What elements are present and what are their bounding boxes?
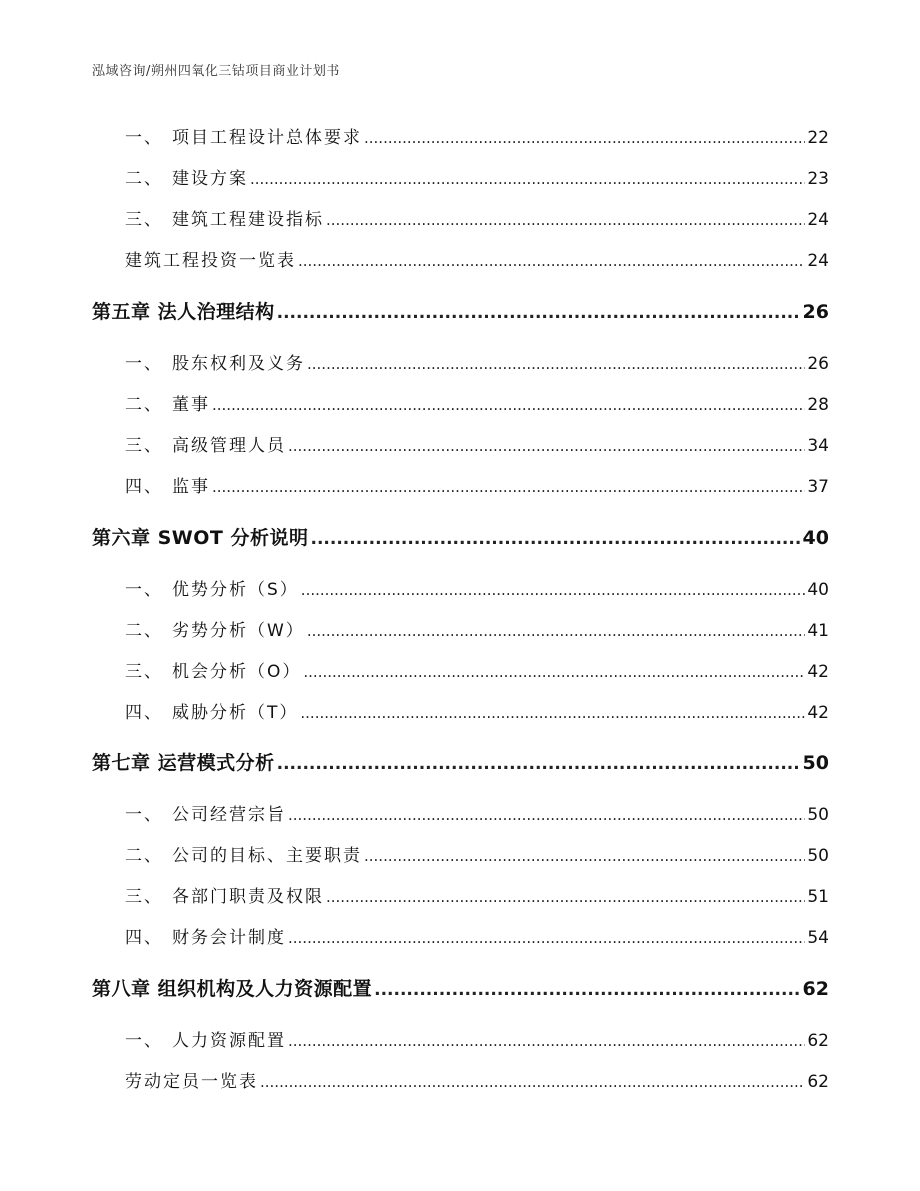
- toc-entry-title: 劣势分析（W）: [172, 621, 305, 641]
- dot-leader: [303, 662, 805, 682]
- toc-entry-number: 一、: [125, 580, 163, 600]
- dot-leader: [300, 703, 805, 723]
- toc-entry-number: 四、: [125, 703, 163, 723]
- toc-entry-page: 40: [807, 580, 829, 600]
- toc-chapter-7[interactable]: [92, 748, 829, 775]
- toc-chapter-page: 26: [802, 301, 829, 323]
- toc-entry-construction-plan[interactable]: [125, 164, 829, 189]
- toc-entry-hr-allocation[interactable]: [125, 1026, 829, 1051]
- toc-chapter-title: 第八章 组织机构及人力资源配置: [92, 978, 373, 1000]
- dot-leader: [288, 436, 805, 456]
- toc-entry-title: 高级管理人员: [172, 436, 286, 456]
- toc-entry-company-goals[interactable]: [125, 841, 829, 866]
- toc-entry-page: 62: [807, 1031, 829, 1051]
- toc-chapter-title: 第六章 SWOT 分析说明: [92, 527, 309, 549]
- toc-entry-page: 51: [807, 887, 829, 907]
- toc-entry-page: 62: [807, 1072, 829, 1092]
- toc-entry-number: 三、: [125, 662, 163, 682]
- dot-leader: [301, 580, 806, 600]
- toc-entry-title: 董事: [172, 395, 210, 415]
- toc-chapter-page: 62: [802, 978, 829, 1000]
- toc-entry-strengths[interactable]: [125, 575, 829, 600]
- toc-entry-page: 24: [807, 210, 829, 230]
- toc-entry-title: 劳动定员一览表: [125, 1072, 258, 1092]
- toc-entry-page: 50: [807, 846, 829, 866]
- toc-entry-title: 建筑工程建设指标: [172, 210, 324, 230]
- toc-chapter-5[interactable]: [92, 297, 829, 324]
- dot-leader: [250, 169, 805, 189]
- dot-leader: [288, 805, 805, 825]
- toc-entry-number: 二、: [125, 395, 163, 415]
- toc-entry-number: 三、: [125, 210, 163, 230]
- toc-entry-title: 优势分析（S）: [172, 580, 299, 600]
- dot-leader: [288, 928, 805, 948]
- dot-leader: [364, 846, 805, 866]
- toc-entry-page: 26: [807, 354, 829, 374]
- toc-chapter-title: 第五章 法人治理结构: [92, 301, 275, 323]
- toc-entry-title: 各部门职责及权限: [172, 887, 324, 907]
- toc-entry-title: 建设方案: [172, 169, 248, 189]
- toc-entry-page: 22: [807, 128, 829, 148]
- dot-leader: [277, 301, 801, 323]
- toc-entry-number: 四、: [125, 928, 163, 948]
- dot-leader: [307, 621, 806, 641]
- dot-leader: [364, 128, 805, 148]
- toc-entry-staffing-table[interactable]: [125, 1067, 829, 1092]
- toc-entry-threats[interactable]: [125, 698, 829, 723]
- dot-leader: [326, 887, 805, 907]
- toc-entry-number: 四、: [125, 477, 163, 497]
- toc-entry-page: 50: [807, 805, 829, 825]
- toc-entry-title: 人力资源配置: [172, 1031, 286, 1051]
- toc-entry-number: 三、: [125, 887, 163, 907]
- toc-entry-number: 二、: [125, 169, 163, 189]
- toc-entry-page: 24: [807, 251, 829, 271]
- toc-entry-title: 监事: [172, 477, 210, 497]
- toc-entry-department-duties[interactable]: [125, 882, 829, 907]
- dot-leader: [260, 1072, 805, 1092]
- toc-entry-accounting-system[interactable]: [125, 923, 829, 948]
- toc-entry-number: 一、: [125, 354, 163, 374]
- toc-entry-supervisors[interactable]: [125, 472, 829, 497]
- toc-entry-business-purpose[interactable]: [125, 800, 829, 825]
- dot-leader: [288, 1031, 805, 1051]
- toc-entry-title: 财务会计制度: [172, 928, 286, 948]
- dot-leader: [374, 978, 800, 1000]
- toc-entry-page: 34: [807, 436, 829, 456]
- toc-entry-number: 一、: [125, 128, 163, 148]
- toc-entry-page: 41: [807, 621, 829, 641]
- toc-entry-number: 三、: [125, 436, 163, 456]
- dot-leader: [307, 354, 805, 374]
- toc-entry-directors[interactable]: [125, 390, 829, 415]
- toc-entry-page: 54: [807, 928, 829, 948]
- toc-chapter-page: 50: [802, 752, 829, 774]
- toc-entry-weaknesses[interactable]: [125, 616, 829, 641]
- toc-entry-page: 28: [807, 395, 829, 415]
- toc-entry-title: 公司经营宗旨: [172, 805, 286, 825]
- dot-leader: [298, 251, 805, 271]
- dot-leader: [212, 395, 805, 415]
- toc-entry-title: 建筑工程投资一览表: [125, 251, 296, 271]
- dot-leader: [326, 210, 805, 230]
- toc-entry-page: 42: [807, 662, 829, 682]
- toc-entry-building-investment-table[interactable]: [125, 246, 829, 271]
- toc-entry-number: 二、: [125, 846, 163, 866]
- toc-entry-page: 37: [807, 477, 829, 497]
- dot-leader: [310, 527, 800, 549]
- toc-entry-number: 二、: [125, 621, 163, 641]
- dot-leader: [277, 752, 801, 774]
- toc-entry-title: 威胁分析（T）: [172, 703, 299, 723]
- toc-entry-title: 项目工程设计总体要求: [172, 128, 362, 148]
- toc-entry-title: 股东权利及义务: [172, 354, 305, 374]
- toc-chapter-title: 第七章 运营模式分析: [92, 752, 275, 774]
- toc-chapter-page: 40: [802, 527, 829, 549]
- toc-chapter-6[interactable]: [92, 523, 829, 550]
- page-header: 泓域咨询/朔州四氧化三钴项目商业计划书: [92, 64, 340, 79]
- toc-chapter-8[interactable]: [92, 974, 829, 1001]
- toc-entry-opportunities[interactable]: [125, 657, 829, 682]
- toc-entry-senior-management[interactable]: [125, 431, 829, 456]
- toc-entry-title: 公司的目标、主要职责: [172, 846, 362, 866]
- toc-entry-title: 机会分析（O）: [172, 662, 302, 682]
- toc-entry-building-indicators[interactable]: [125, 205, 829, 230]
- toc-entry-page: 23: [807, 169, 829, 189]
- toc-entry-shareholder-rights[interactable]: [125, 349, 829, 374]
- dot-leader: [212, 477, 805, 497]
- toc-entry-page: 42: [807, 703, 829, 723]
- toc-entry-design-requirements[interactable]: [125, 123, 829, 148]
- toc-entry-number: 一、: [125, 1031, 163, 1051]
- toc-entry-number: 一、: [125, 805, 163, 825]
